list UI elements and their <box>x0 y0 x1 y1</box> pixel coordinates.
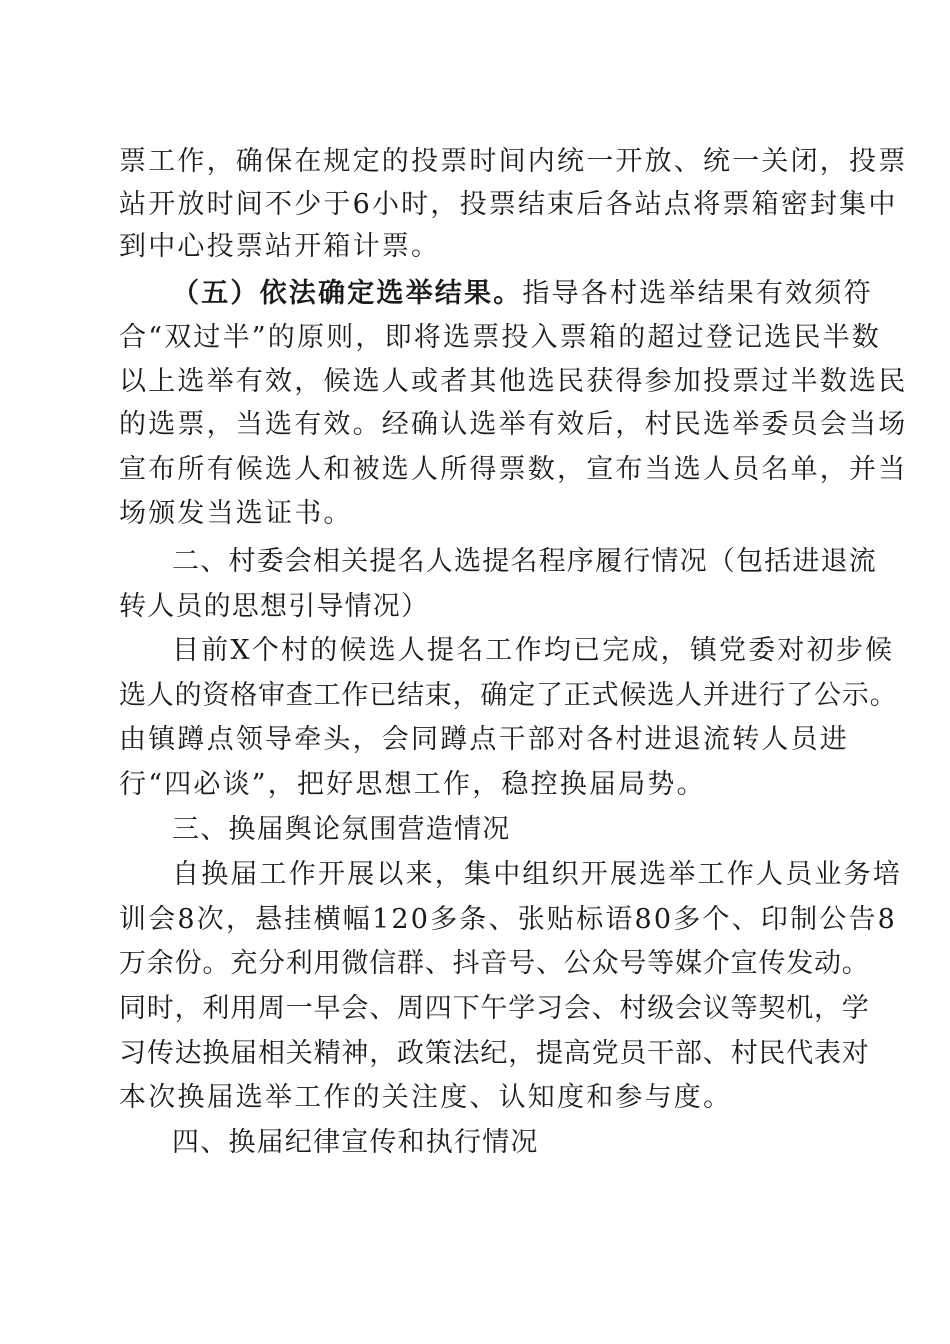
voting-paragraph-line-1: 票工作，确保在规定的投票时间内统一开放、统一关闭，投票 <box>119 146 908 177</box>
section-three-body-line-5: 习传达换届相关精神，政策法纪，提高党员干部、村民代表对 <box>119 1038 870 1069</box>
results-paragraph-line-5: 宣布所有候选人和被选人所得票数，宣布当选人员名单，并当 <box>119 454 908 485</box>
results-paragraph-lead: （五）依法确定选举结果。 <box>172 278 523 309</box>
voting-paragraph-line-3: 到中心投票站开箱计票。 <box>119 231 441 262</box>
section-two-body-line-3: 由镇蹲点领导牵头，会同蹲点干部对各村进退流转人员进 <box>119 724 849 755</box>
section-two-body-line-4: 行“四必谈”，把好思想工作，稳控换届局势。 <box>119 769 706 800</box>
results-paragraph-line-2: 合“双过半”的原则，即将选票投入票箱的超过登记选民半数 <box>119 322 882 353</box>
section-three-body-line-4: 同时，利用周一早会、周四下午学习会、村级会议等契机，学 <box>119 993 870 1024</box>
section-three-heading: 三、换届舆论氛围营造情况 <box>172 814 511 845</box>
section-three-body-line-6: 本次换届选举工作的关注度、认知度和参与度。 <box>119 1082 733 1113</box>
section-two-body-line-2: 选人的资格审查工作已结束，确定了正式候选人并进行了公示。 <box>119 680 898 711</box>
section-four-heading: 四、换届纪律宣传和执行情况 <box>172 1127 539 1158</box>
section-three-body-line-2: 训会8次，悬挂横幅120多条、张贴标语80多个、印制公告8 <box>119 904 898 935</box>
section-two-heading-line-1: 二、村委会相关提名人选提名程序履行情况（包括进退流 <box>172 546 877 577</box>
results-paragraph-first-line-rest: 指导各村选举结果有效须符 <box>522 278 873 309</box>
section-two-heading-line-2: 转人员的思想引导情况） <box>119 591 430 622</box>
voting-paragraph-line-2: 站开放时间不少于6小时，投票结束后各站点将票箱密封集中 <box>119 189 898 220</box>
section-three-body-line-1: 自换届工作开展以来，集中组织开展选举工作人员业务培 <box>172 859 902 890</box>
results-paragraph-line-1 <box>172 272 873 316</box>
results-paragraph-line-6: 场颁发当选证书。 <box>119 498 353 529</box>
section-three-body-line-3: 万余份。充分利用微信群、抖音号、公众号等媒介宣传发动。 <box>119 948 870 979</box>
results-paragraph-line-4: 的选票，当选有效。经确认选举有效后，村民选举委员会当场 <box>119 409 908 440</box>
section-two-body-line-1: 目前X个村的候选人提名工作均已完成，镇党委对初步候 <box>172 635 895 666</box>
results-paragraph-line-3: 以上选举有效，候选人或者其他选民获得参加投票过半数选民 <box>119 366 908 397</box>
